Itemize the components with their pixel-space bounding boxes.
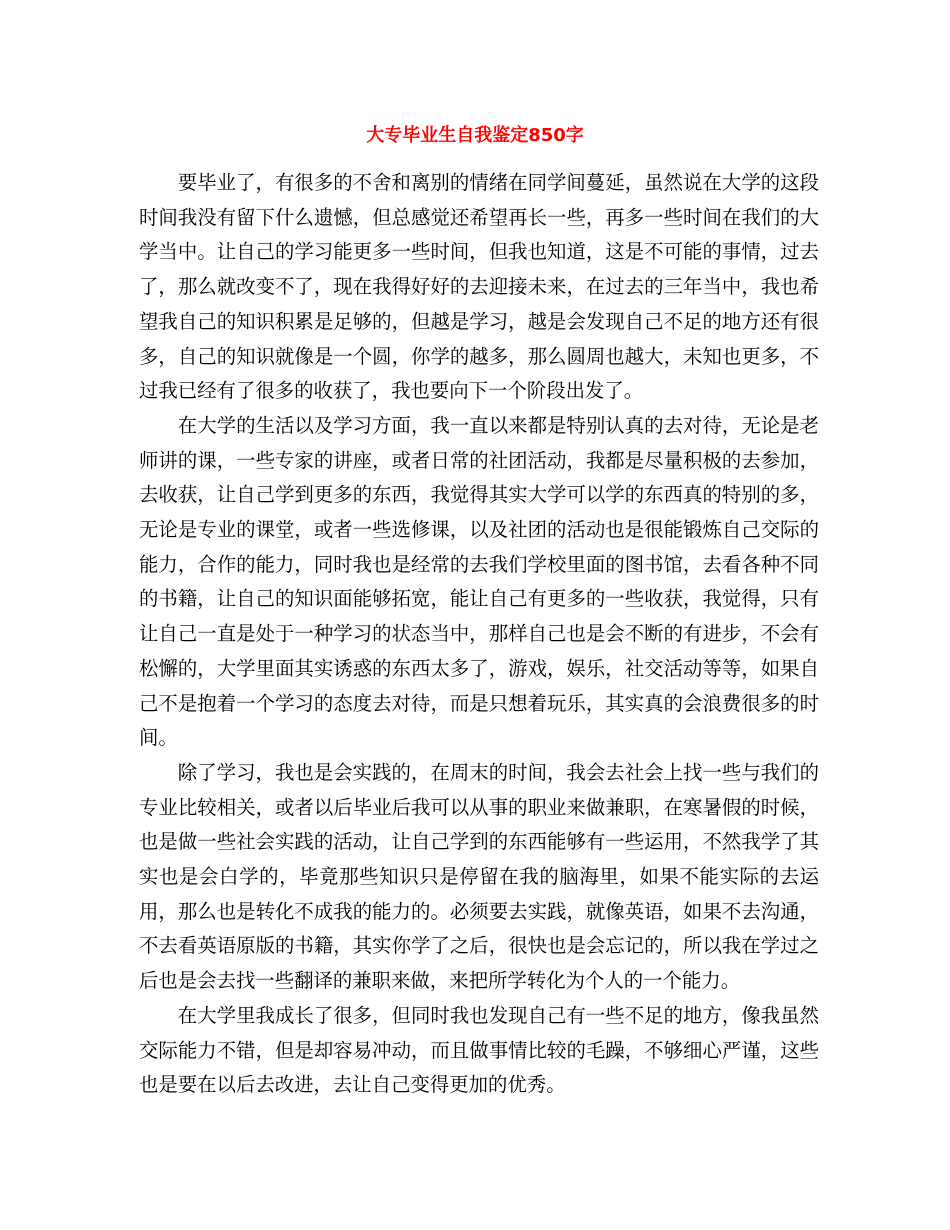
document-body: [139, 166, 819, 1103]
document-title: 大专毕业生自我鉴定850字: [366, 125, 584, 146]
paragraph-1: 要毕业了，有很多的不舍和离别的情绪在同学间蔓延，虽然说在大学的这段时间我没有留下什么遗憾，但总感觉还希望再长一些，再多一些时间在我们的大学当中。让自己的学习能更多一些时间，但我也知道，这是不可能的事情，过去了，那么就改变不了，现在我得好好的去迎接未来，在过去的三年当中，我也希望我自己的知识积累是足够的，但越是学习，越是会发现自己不足的地方还有很多，自己的知识就像是一个圆，你学的越多，那么圆周也越大，未知也更多，不过我已经有了很多的收获了，我也要向下一个阶段出发了。: [139, 171, 819, 403]
paragraph-3: 除了学习，我也是会实践的，在周末的时间，我会去社会上找一些与我们的专业比较相关，或者以后毕业后我可以从事的职业来做兼职，在寒暑假的时候，也是做一些社会实践的活动，让自己学到的东西能够有一些运用，不然我学了其实也是会白学的，毕竟那些知识只是停留在我的脑海里，如果不能实际的去运用，那么也是转化不成我的能力的。必须要去实践，就像英语，如果不去沟通，不去看英语原版的书籍，其实你学了之后，很快也是会忘记的，所以我在学过之后也是会去找一些翻译的兼职来做，来把所学转化为个人的一个能力。: [139, 760, 819, 993]
paragraph-2: 在大学的生活以及学习方面，我一直以来都是特别认真的去对待，无论是老师讲的课，一些专家的讲座，或者日常的社团活动，我都是尽量积极的去参加，去收获，让自己学到更多的东西，我觉得其实大学可以学的东西真的特别的多，无论是专业的课堂，或者一些选修课，以及社团的活动也是很能锻炼自己交际的能力，合作的能力，同时我也是经常的去我们学校里面的图书馆，去看各种不同的书籍，让自己的知识面能够拓宽，能让自己有更多的一些收获，我觉得，只有让自己一直是处于一种学习的状态当中，那样自己也是会不断的有进步，不会有松懈的，大学里面其实诱惑的东西太多了，游戏，娱乐，社交活动等等，如果自己不是抱着一个学习的态度去对待，而是只想着玩乐，其实真的会浪费很多的时间。: [139, 413, 819, 750]
paragraph-4: 在大学里我成长了很多，但同时我也发现自己有一些不足的地方，像我虽然交际能力不错，但是却容易冲动，而且做事情比较的毛躁，不够细心严谨，这些也是要在以后去改进，去让自己变得更加的优秀。: [139, 1003, 819, 1097]
